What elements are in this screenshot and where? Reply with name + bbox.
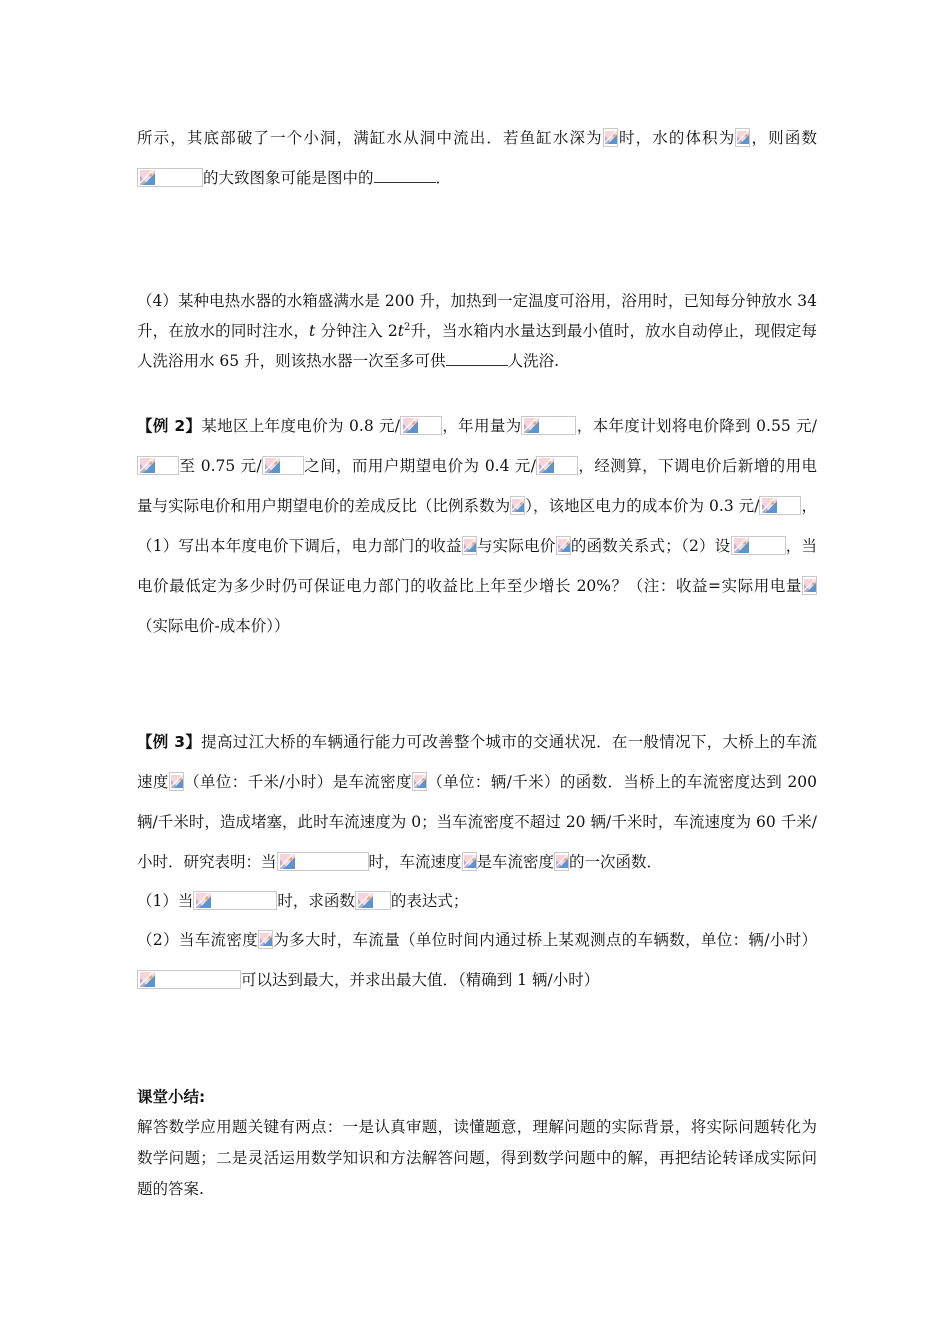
formula-image-icon [400,416,442,435]
formula-image-icon [137,456,179,475]
formula-image-icon [262,456,304,475]
answer-blank [374,168,436,183]
example-3-label: 【例 3】 [137,733,202,751]
formula-image-icon [137,970,241,989]
example-2-label: 【例 2】 [137,417,202,435]
formula-image-icon [462,852,477,871]
fish-tank-paragraph: 所示，其底部破了一个小洞，满缸水从洞中流出．若鱼缸水深为 时，水的体积为 ，则函数 的大致图象可能是图中的 ． [137,129,817,187]
formula-image-icon [169,772,184,791]
formula-image-icon [759,496,801,515]
document-page [137,118,817,1205]
water-heater-paragraph: （4）某种电热水器的水箱盛满水是 200 升，加热到一定温度可浴用，浴用时，已知每分钟放水 34 升，在放水的同时注水，t 分钟注入 $2t^2$升，当水箱内水量达到最小值时，放水自动停止，现假定每人洗浴用水 65 升，则该热水器一次至多可供 人洗浴. [137,292,817,370]
summary-heading: 课堂小结: [137,1088,206,1106]
formula-image-icon [556,536,571,555]
formula-image-icon [277,852,369,871]
formula-image-icon [137,168,203,187]
example-3-paragraph: 【例 3】提高过江大桥的车辆通行能力可改善整个城市的交通状况．在一般情况下，大桥上的车流速度 （单位：千米/小时）是车流密度 （单位：辆/千米）的函数．当桥上的车流密度达到 200 辆/千米时，造成堵塞，此时车流速度为 0；当车流密度不超过 20 辆/千米时，车流速度为 60 千米/小时．研究表明：当 时，车流速度 是车流密度 的一次函数． [137,733,817,871]
formula-image-icon [355,891,391,910]
formula-image-icon [735,128,750,147]
formula-image-icon [536,456,578,475]
answer-blank [446,351,508,366]
formula-image-icon [193,891,277,910]
example-2-paragraph: 【例 2】某地区上年度电价为 0.8 元/ ，年用量为 ，本年度计划将电价降到 0.55 元/ 至 0.75 元/ 之间，而用户期望电价为 0.4 元/ ，经测算，下调电价后新增的用电量与实际电价和用户期望电价的差成反比（比例系数为 ），该地区电力的成本价为 0.3 元/ ，（1）写出本年度电价下调后，电力部门的收益 与实际电价 的函数关系式；（2）设 ，当电价最低定为多少时仍可保证电力部门的收益比上年至少增长 20%？（注：收益=实际用电量 （实际电价-成本价）） [137,417,817,635]
formula-image-icon [521,416,576,435]
summary-text: 解答数学应用题关键有两点：一是认真审题，读懂题意，理解问题的实际背景，将实际问题转化为数学问题；二是灵活运用数学知识和方法解答问题，得到数学问题中的解，再把结论转译成实际问题的答案. [137,1118,817,1198]
example-3-question-1: （1）当 时，求函数 的表达式； [137,892,469,910]
formula-image-icon [802,576,817,595]
formula-image-icon [510,496,525,515]
formula-image-icon [412,772,427,791]
example-3-question-2: （2）当车流密度 为多大时，车流量（单位时间内通过桥上某观测点的车辆数，单位：辆/小时） 可以达到最大，并求出最大值．（精确到 1 辆/小时） [137,931,817,989]
formula-image-icon [554,852,569,871]
formula-image-icon [258,930,273,949]
formula-image-icon [603,128,618,147]
formula-image-icon [462,536,477,555]
formula-image-icon [731,536,786,555]
